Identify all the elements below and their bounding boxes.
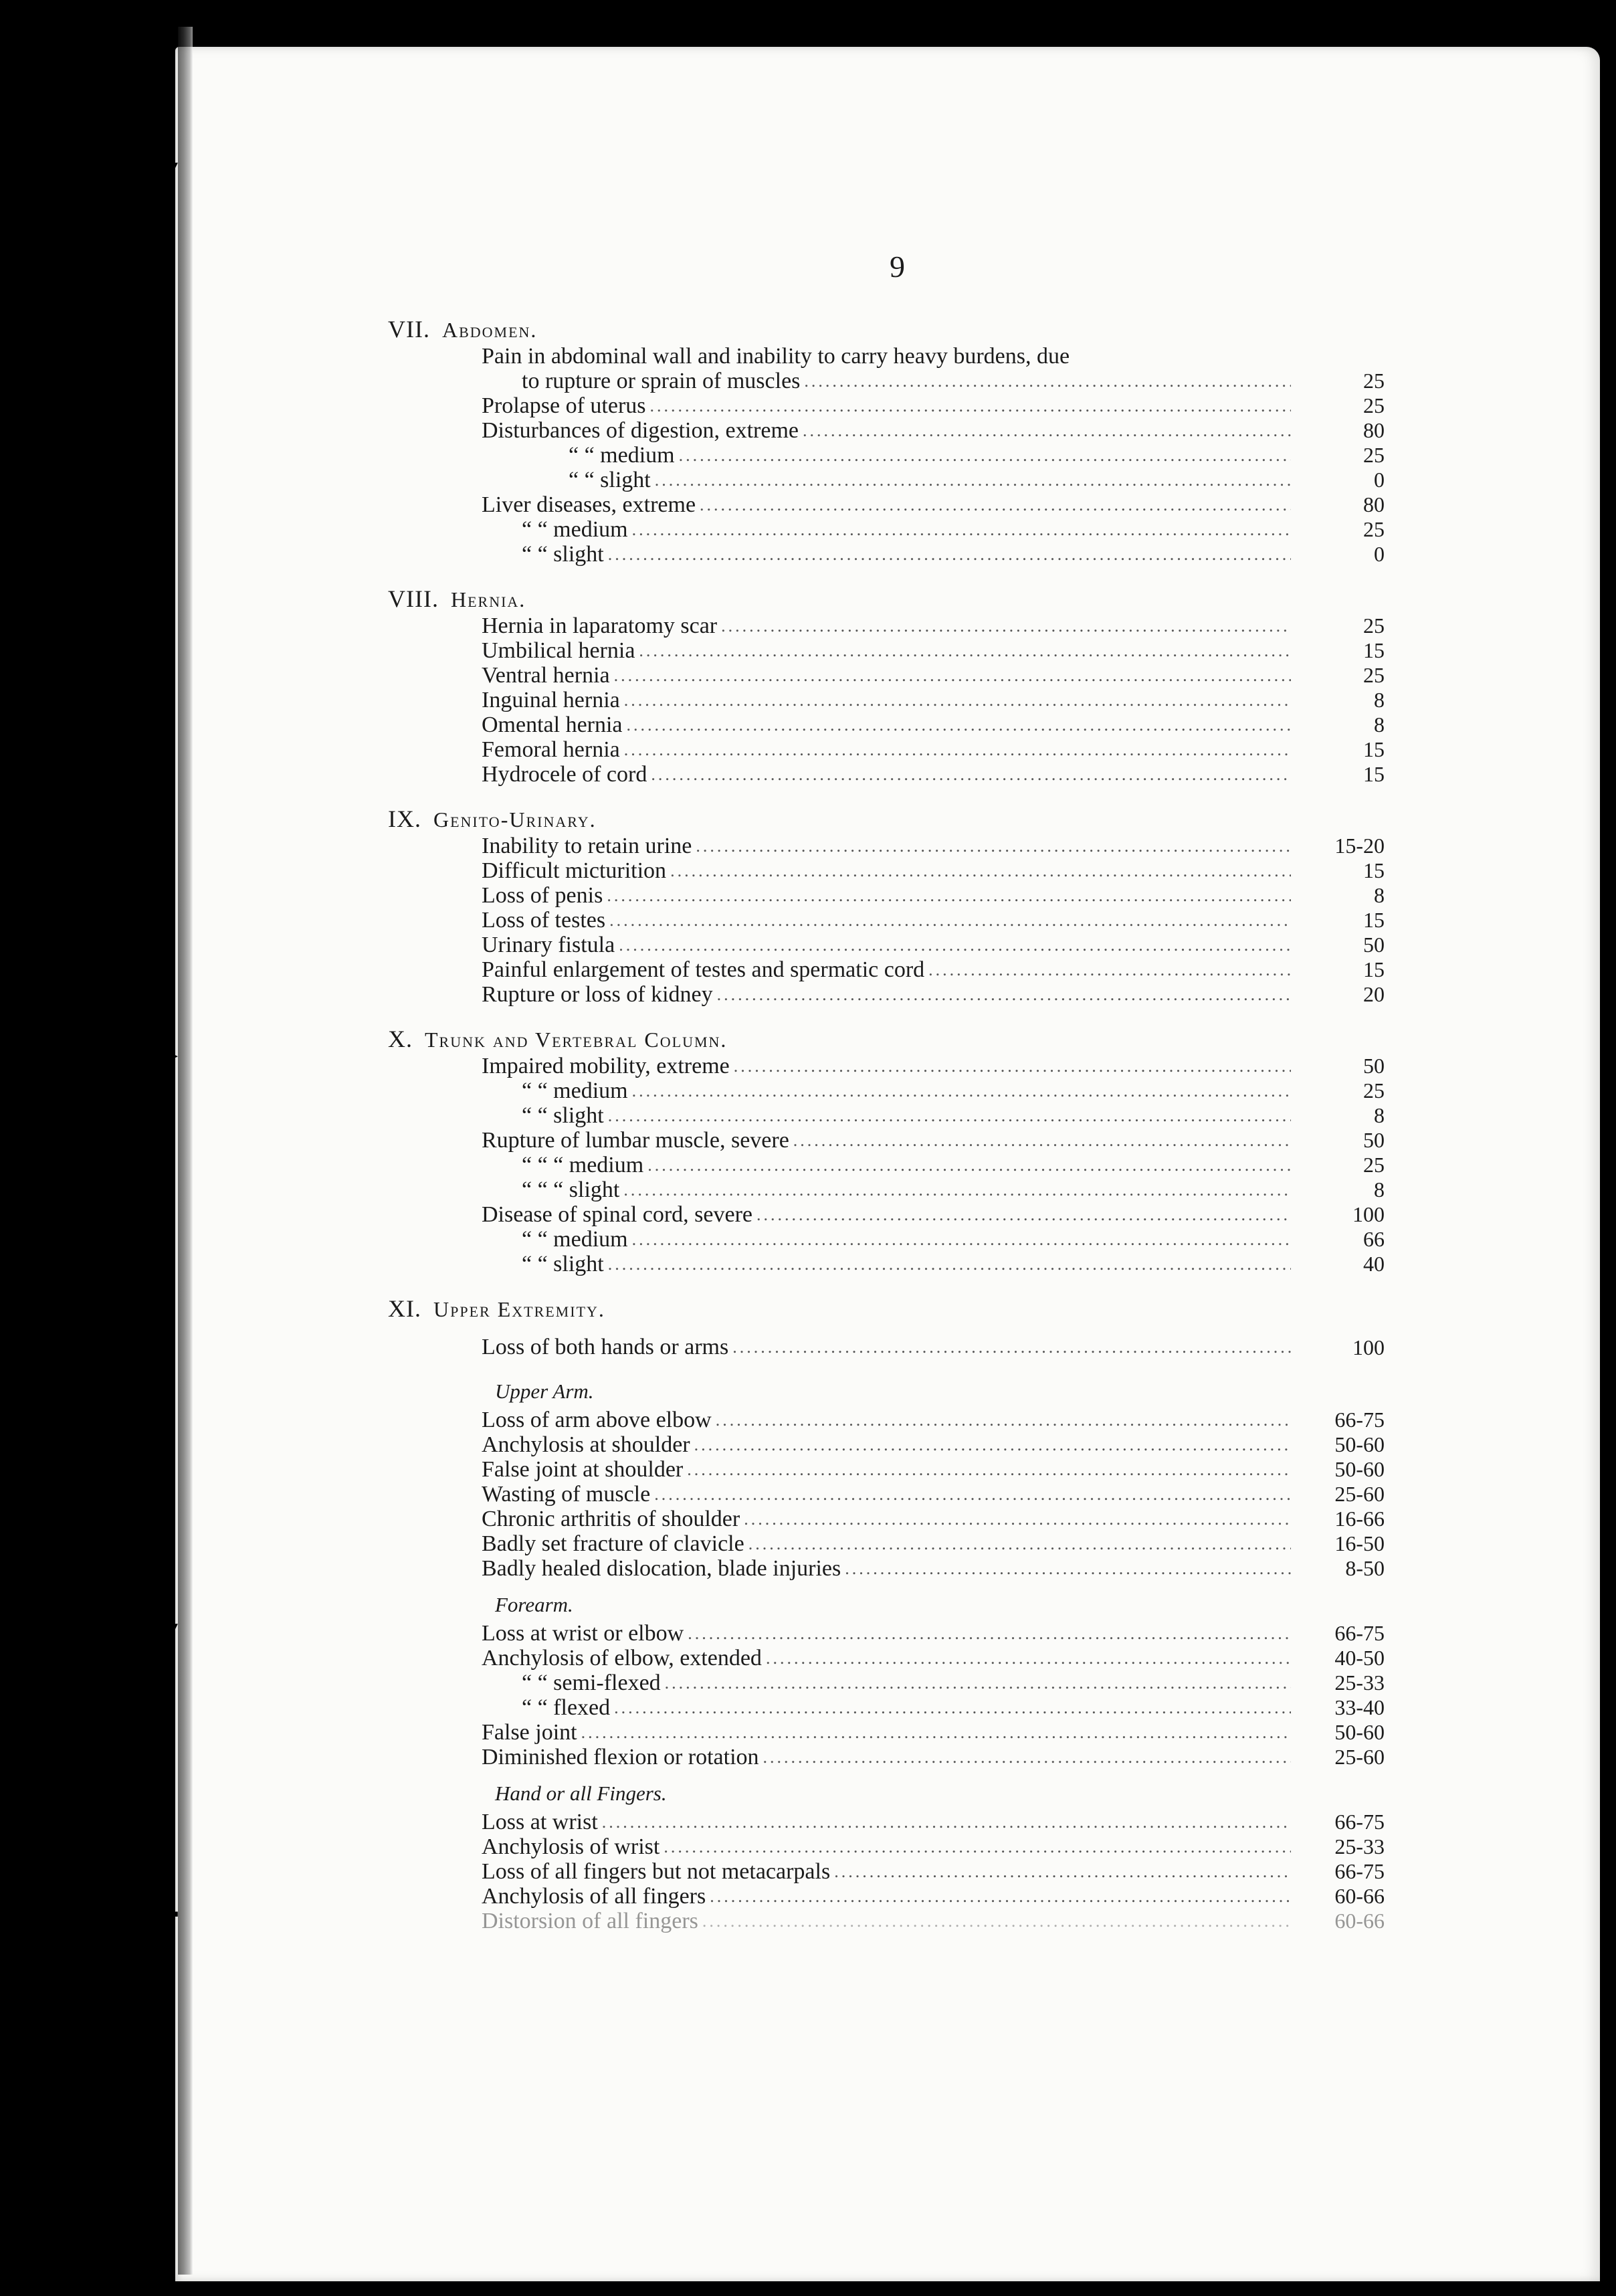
condition-label: “ “ “ slight (522, 1177, 620, 1202)
dot-leader (692, 834, 1291, 858)
section-title: Abdomen. (441, 318, 538, 342)
condition-label: Badly set fracture of clavicle (482, 1531, 744, 1556)
rating-value: 8 (1374, 1103, 1385, 1127)
dot-leader (604, 1103, 1291, 1128)
table-row (401, 883, 1385, 908)
dot-leader (706, 1884, 1291, 1909)
dot-leader (690, 1432, 1291, 1457)
section-title: Hernia. (450, 587, 526, 611)
dot-leader (661, 1670, 1291, 1695)
condition-label: Diminished flexion or rotation (482, 1745, 759, 1769)
rating-value: 15 (1363, 957, 1385, 981)
dot-leader (717, 613, 1291, 638)
rating-value: 20 (1363, 982, 1385, 1006)
table-row (401, 1909, 1385, 1933)
condition-label: “ “ medium (522, 517, 628, 542)
condition-label: “ “ slight (569, 468, 651, 492)
rating-value: 25 (1363, 1153, 1385, 1177)
condition-label: “ “ slight (522, 542, 604, 567)
table-row (401, 762, 1385, 787)
table-row (401, 1745, 1385, 1769)
table-row (401, 1556, 1385, 1581)
rating-value: 100 (1352, 1202, 1385, 1226)
subsection-heading: Hand or all Fingers. (495, 1782, 667, 1805)
rating-value: 66-75 (1334, 1859, 1385, 1883)
dot-leader (635, 638, 1291, 663)
dot-leader (619, 1177, 1291, 1202)
table-row (401, 1670, 1385, 1695)
rating-value: 25 (1363, 517, 1385, 541)
rating-value: 50-60 (1334, 1720, 1385, 1744)
table-row (401, 1252, 1385, 1276)
dot-leader (841, 1556, 1291, 1581)
rating-value: 80 (1363, 492, 1385, 516)
dot-leader (696, 492, 1291, 517)
condition-label: Badly healed dislocation, blade injuries (482, 1556, 841, 1581)
section-heading (388, 804, 1385, 834)
dot-leader (610, 663, 1291, 688)
condition-label: Painful enlargement of testes and spermatic cord (482, 957, 925, 982)
condition-label: Inguinal hernia (482, 688, 620, 712)
subsection-heading: Forearm. (495, 1593, 573, 1616)
section-title: Genito-Urinary. (433, 807, 597, 832)
dot-leader (577, 1720, 1291, 1745)
dot-leader (604, 1252, 1291, 1276)
dot-leader (650, 1482, 1291, 1507)
rating-value: 8 (1374, 883, 1385, 907)
rating-value: 25 (1363, 443, 1385, 467)
binding-edge (178, 27, 193, 2275)
section-title: Trunk and Vertebral Column. (425, 1028, 728, 1052)
dot-leader (799, 418, 1291, 443)
rating-value: 25-33 (1334, 1834, 1385, 1858)
rating-value: 25 (1363, 613, 1385, 638)
rating-value: 25-33 (1334, 1670, 1385, 1695)
dot-leader (643, 1153, 1291, 1177)
table-row (401, 957, 1385, 982)
table-row (401, 344, 1385, 369)
rating-value: 15 (1363, 737, 1385, 761)
rating-value: 25 (1363, 393, 1385, 417)
table-row (401, 1054, 1385, 1078)
condition-label: Loss of all fingers but not metacarpals (482, 1859, 831, 1884)
section-numeral: IX. (388, 805, 421, 832)
table-row (401, 834, 1385, 858)
subsection-heading: Upper Arm. (495, 1379, 594, 1403)
dot-leader (605, 908, 1291, 933)
section (388, 314, 1385, 567)
table-row (401, 858, 1385, 883)
table-row (401, 1202, 1385, 1227)
section-numeral: VIII. (388, 585, 439, 612)
table-row (401, 443, 1385, 468)
rating-value: 50-60 (1334, 1457, 1385, 1481)
section (388, 804, 1385, 1007)
condition-label: Disturbances of digestion, extreme (482, 418, 799, 443)
rating-value: 8 (1374, 1177, 1385, 1202)
rating-value: 66-75 (1334, 1621, 1385, 1645)
dot-leader (651, 468, 1291, 492)
table-row (401, 1177, 1385, 1202)
table-row (401, 1227, 1385, 1252)
dot-leader (598, 1810, 1291, 1834)
dot-leader (660, 1834, 1291, 1859)
rating-value: 25-60 (1334, 1482, 1385, 1506)
section-heading (388, 1294, 1385, 1323)
binding-mark: ▼ (158, 155, 183, 183)
table-row (401, 737, 1385, 762)
dot-leader (698, 1909, 1291, 1933)
condition-label: “ “ slight (522, 1103, 604, 1128)
rating-value: 66-75 (1334, 1408, 1385, 1432)
dot-leader (675, 443, 1291, 468)
condition-label: False joint (482, 1720, 577, 1745)
rating-value: 8 (1374, 688, 1385, 712)
table-row (401, 1646, 1385, 1670)
rating-value: 60-66 (1334, 1909, 1385, 1933)
rating-value: 40 (1363, 1252, 1385, 1276)
table-row (401, 1695, 1385, 1720)
condition-label: Loss of both hands or arms (482, 1335, 729, 1359)
condition-label: False joint at shoulder (482, 1457, 684, 1482)
binding-mark: ✚ (158, 1901, 179, 1929)
table-row (401, 1531, 1385, 1556)
condition-label: Femoral hernia (482, 737, 620, 762)
condition-label: Loss of arm above elbow (482, 1408, 712, 1432)
rating-value: 33-40 (1334, 1695, 1385, 1719)
rating-value: 50-60 (1334, 1432, 1385, 1456)
section-numeral: VII. (388, 316, 430, 343)
condition-label: Anchylosis of all fingers (482, 1884, 706, 1909)
condition-label: Rupture of lumbar muscle, severe (482, 1128, 789, 1153)
condition-label: Omental hernia (482, 712, 623, 737)
binding-mark: ▼ (158, 1616, 183, 1644)
condition-label: “ “ medium (569, 443, 675, 468)
section-heading (388, 584, 1385, 613)
table-row (401, 663, 1385, 688)
table-row (401, 418, 1385, 443)
section-title: Upper Extremity. (433, 1297, 605, 1321)
dot-leader (620, 737, 1291, 762)
rating-value: 16-66 (1334, 1507, 1385, 1531)
table-row (401, 393, 1385, 418)
dot-leader (789, 1128, 1291, 1153)
dot-leader (620, 688, 1291, 712)
rating-value: 15 (1363, 858, 1385, 882)
dot-leader (604, 542, 1291, 567)
dot-leader (730, 1054, 1291, 1078)
table-row (401, 1834, 1385, 1859)
dot-leader (628, 1078, 1291, 1103)
condition-label: Anchylosis of wrist (482, 1834, 660, 1859)
condition-label: Wasting of muscle (482, 1482, 651, 1507)
rating-value: 0 (1374, 468, 1385, 492)
dot-leader (752, 1202, 1291, 1227)
condition-label: “ “ slight (522, 1252, 604, 1276)
condition-label: “ “ medium (522, 1227, 628, 1252)
table-row (401, 688, 1385, 712)
dot-leader (666, 858, 1291, 883)
rating-value: 8 (1374, 712, 1385, 737)
condition-label: Impaired mobility, extreme (482, 1054, 730, 1078)
condition-label: Pain in abdominal wall and inability to carry heavy burdens, due (482, 344, 1070, 369)
dot-leader (728, 1327, 1291, 1367)
table-row (401, 1457, 1385, 1482)
condition-label: “ “ semi-flexed (522, 1670, 661, 1695)
dot-leader (628, 517, 1291, 542)
condition-label: Disease of spinal cord, severe (482, 1202, 753, 1227)
condition-label: “ “ “ medium (522, 1153, 644, 1177)
rating-value: 66-75 (1334, 1810, 1385, 1834)
table-row (401, 613, 1385, 638)
table-row (401, 1884, 1385, 1909)
rating-value: 0 (1374, 542, 1385, 566)
rating-value: 100 (1352, 1335, 1385, 1359)
section (388, 584, 1385, 787)
condition-label: Urinary fistula (482, 933, 615, 957)
condition-label: “ “ flexed (522, 1695, 611, 1720)
table-row (401, 1859, 1385, 1884)
condition-label: Ventral hernia (482, 663, 610, 688)
condition-label: Chronic arthritis of shoulder (482, 1507, 740, 1531)
rating-value: 40-50 (1334, 1646, 1385, 1670)
rating-value: 60-66 (1334, 1884, 1385, 1908)
dot-leader (647, 762, 1291, 787)
dot-leader (610, 1695, 1291, 1720)
rating-value: 8-50 (1345, 1556, 1385, 1580)
dot-leader (830, 1859, 1291, 1884)
condition-label: Difficult micturition (482, 858, 667, 883)
section-heading (388, 1024, 1385, 1054)
table-row (401, 1408, 1385, 1432)
condition-label: Hydrocele of cord (482, 762, 647, 787)
dot-leader (683, 1457, 1291, 1482)
rating-value: 15-20 (1334, 834, 1385, 858)
condition-label: “ “ medium (522, 1078, 628, 1103)
dot-leader (924, 957, 1291, 982)
dot-leader (646, 393, 1291, 418)
rating-value: 16-50 (1334, 1531, 1385, 1555)
section-heading (388, 314, 1385, 344)
dot-leader (759, 1745, 1291, 1769)
condition-label: Umbilical hernia (482, 638, 635, 663)
table-row (401, 933, 1385, 957)
table-row (401, 1128, 1385, 1153)
page-number: 9 (890, 250, 905, 284)
section (388, 1294, 1385, 1933)
table-row (401, 1432, 1385, 1457)
table-row (401, 638, 1385, 663)
table-row (401, 468, 1385, 492)
table-row (401, 517, 1385, 542)
rating-value: 80 (1363, 418, 1385, 442)
rating-value: 15 (1363, 638, 1385, 662)
table-row (401, 369, 1385, 393)
rating-value: 50 (1363, 1054, 1385, 1078)
dot-leader (762, 1646, 1291, 1670)
condition-label: Loss at wrist or elbow (482, 1621, 684, 1646)
condition-label: Prolapse of uterus (482, 393, 646, 418)
rating-value: 15 (1363, 908, 1385, 932)
dot-leader (1070, 344, 1291, 369)
condition-label: Distorsion of all fingers (482, 1909, 698, 1933)
table-row (401, 1621, 1385, 1646)
condition-label: Loss of penis (482, 883, 603, 908)
rating-value: 66 (1363, 1227, 1385, 1251)
table-row (401, 712, 1385, 737)
rating-value: 25-60 (1334, 1745, 1385, 1769)
dot-leader (603, 883, 1291, 908)
table-row (401, 1153, 1385, 1177)
dot-leader (628, 1227, 1291, 1252)
rating-value: 50 (1363, 933, 1385, 957)
dot-leader (684, 1621, 1291, 1646)
rating-value: 15 (1363, 762, 1385, 786)
condition-label: Loss of testes (482, 908, 606, 933)
rating-value: 50 (1363, 1128, 1385, 1152)
section-numeral: XI. (388, 1295, 421, 1322)
dot-leader (615, 933, 1291, 957)
condition-label: to rupture or sprain of muscles (522, 369, 801, 393)
condition-label: Hernia in laparatomy scar (482, 613, 718, 638)
table-row (401, 1078, 1385, 1103)
rating-value: 25 (1363, 369, 1385, 393)
binding-mark: ➤ (158, 1042, 179, 1070)
disability-rating-table (388, 314, 1385, 1951)
condition-label: Anchylosis at shoulder (482, 1432, 690, 1457)
table-row (401, 542, 1385, 567)
dot-leader (740, 1507, 1291, 1531)
dot-leader (744, 1531, 1291, 1556)
table-row (401, 492, 1385, 517)
section-numeral: X. (388, 1026, 413, 1052)
table-row (401, 1327, 1385, 1367)
rating-value: 25 (1363, 663, 1385, 687)
condition-label: Anchylosis of elbow, extended (482, 1646, 762, 1670)
dot-leader (712, 1408, 1291, 1432)
rating-value: 25 (1363, 1078, 1385, 1103)
condition-label: Loss at wrist (482, 1810, 598, 1834)
table-row (401, 1507, 1385, 1531)
table-row (401, 1482, 1385, 1507)
table-row (401, 908, 1385, 933)
table-row (401, 1103, 1385, 1128)
condition-label: Inability to retain urine (482, 834, 692, 858)
section (388, 1024, 1385, 1276)
table-row (401, 982, 1385, 1007)
dot-leader (713, 982, 1291, 1007)
table-row (401, 1810, 1385, 1834)
dot-leader (623, 712, 1291, 737)
table-row (401, 1720, 1385, 1745)
dot-leader (800, 369, 1291, 393)
condition-label: Rupture or loss of kidney (482, 982, 713, 1007)
binding-mark: ● (158, 455, 173, 483)
condition-label: Liver diseases, extreme (482, 492, 696, 517)
